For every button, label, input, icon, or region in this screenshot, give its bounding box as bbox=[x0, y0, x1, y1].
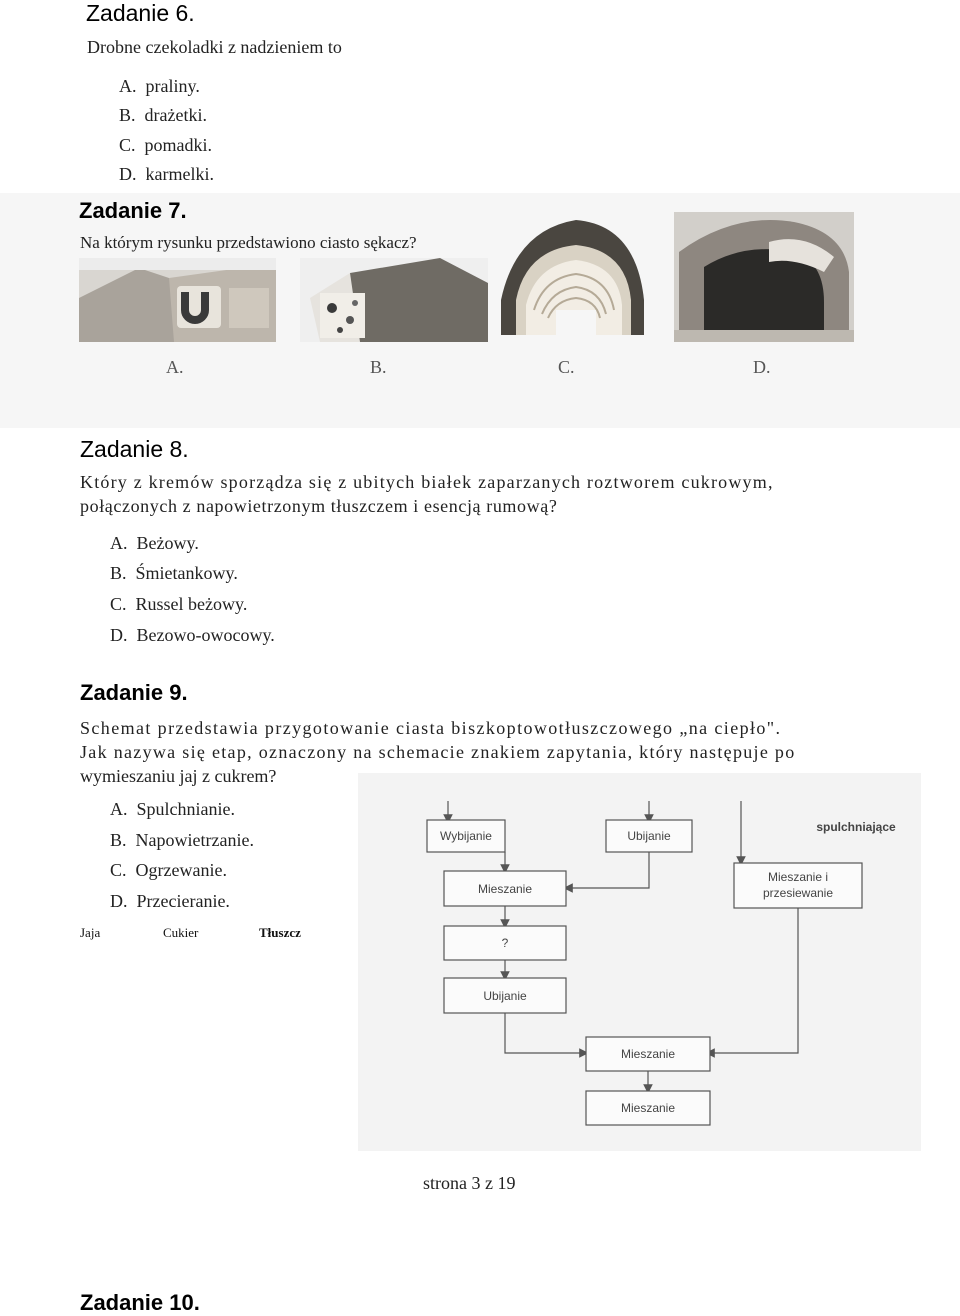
task6-option-d bbox=[119, 164, 214, 185]
task8-option-d bbox=[110, 625, 275, 646]
option-letter: D. bbox=[110, 891, 128, 911]
option-letter: A. bbox=[119, 76, 137, 96]
option-text: praliny. bbox=[145, 76, 200, 96]
option-letter: C. bbox=[110, 860, 127, 880]
option-letter: D. bbox=[110, 625, 128, 645]
task9-question-line2: Jak nazywa się etap, oznaczony na schemacie znakiem zapytania, który następuje po bbox=[80, 742, 796, 762]
option-letter: A. bbox=[110, 799, 128, 819]
photo-label-c: C. bbox=[558, 357, 575, 377]
cake-c-image bbox=[496, 210, 649, 335]
option-text: Ogrzewanie. bbox=[135, 860, 227, 880]
ingredient-tluszcz: Tłuszcz bbox=[259, 925, 301, 940]
task9-option-a bbox=[110, 799, 235, 820]
option-text: Śmietankowy. bbox=[135, 563, 238, 583]
label-mieszanie-przesiewanie-1: Mieszanie i bbox=[767, 870, 829, 884]
cake-d-image bbox=[674, 212, 854, 342]
ingredient-cukier: Cukier bbox=[163, 925, 199, 940]
option-text: Przecieranie. bbox=[136, 891, 230, 911]
cake-a-image bbox=[79, 258, 276, 342]
option-text: Spulchnianie. bbox=[136, 799, 235, 819]
photo-label-a: A. bbox=[166, 357, 184, 377]
label-mieszanie-3: Mieszanie bbox=[620, 1101, 676, 1115]
label-ubijanie-top: Ubijanie bbox=[627, 829, 671, 843]
option-letter: D. bbox=[119, 164, 137, 184]
option-text: Napowietrzanie. bbox=[135, 830, 254, 850]
page-number: strona 3 z 19 bbox=[423, 1173, 516, 1193]
task6-option-b bbox=[119, 105, 207, 126]
option-text: Beżowy. bbox=[136, 533, 199, 553]
cake-photo-b[interactable] bbox=[300, 258, 488, 342]
option-text: Russel beżowy. bbox=[135, 594, 248, 614]
task9-title: Zadanie 9. bbox=[80, 680, 188, 705]
task6-option-c bbox=[119, 135, 212, 156]
task8-title: Zadanie 8. bbox=[80, 436, 189, 462]
cake-photo-a[interactable] bbox=[79, 258, 276, 342]
label-mieszanie-1: Mieszanie bbox=[477, 882, 533, 896]
task8-question-line1: Który z kremów sporządza się z ubitych białek zaparzanych roztworem cukrowym, bbox=[80, 472, 774, 492]
task8-question-line2: połączonych z napowietrzonym tłuszczem i esencją rumową? bbox=[80, 496, 558, 516]
label-question-mark: ? bbox=[501, 936, 509, 950]
option-letter: C. bbox=[119, 135, 136, 155]
task6-option-a bbox=[119, 76, 200, 97]
label-ubijanie-mid: Ubijanie bbox=[483, 989, 527, 1003]
task8-option-c bbox=[110, 594, 247, 615]
label-mieszanie-2: Mieszanie bbox=[620, 1047, 676, 1061]
option-letter: A. bbox=[110, 533, 128, 553]
task7-question: Na którym rysunku przedstawiono ciasto sękacz? bbox=[80, 233, 417, 252]
task9-option-d bbox=[110, 891, 230, 912]
option-letter: B. bbox=[110, 830, 127, 850]
task9-question-line1: Schemat przedstawia przygotowanie ciasta biszkoptowotłuszczowego „na ciepło". bbox=[80, 718, 782, 738]
task6-title: Zadanie 6. bbox=[86, 0, 195, 26]
cake-photo-c[interactable] bbox=[496, 210, 649, 335]
process-scheme bbox=[358, 773, 921, 1151]
option-text: drażetki. bbox=[144, 105, 207, 125]
option-letter: B. bbox=[110, 563, 127, 583]
cake-photo-d[interactable] bbox=[674, 212, 854, 342]
task6-question: Drobne czekoladki z nadzieniem to bbox=[87, 37, 342, 57]
task8-option-b bbox=[110, 563, 238, 584]
option-text: pomadki. bbox=[144, 135, 213, 155]
task7-title: Zadanie 7. bbox=[79, 198, 187, 223]
option-letter: B. bbox=[119, 105, 136, 125]
label-spulchniajace: spulchniające bbox=[816, 820, 896, 834]
label-mieszanie-przesiewanie-2: przesiewanie bbox=[762, 886, 834, 900]
cake-b-image bbox=[300, 258, 488, 342]
photo-label-d: D. bbox=[753, 357, 771, 377]
option-text: Bezowo-owocowy. bbox=[136, 625, 275, 645]
task9-option-c bbox=[110, 860, 227, 881]
scheme-diagram bbox=[358, 773, 921, 1151]
option-letter: C. bbox=[110, 594, 127, 614]
task8-option-a bbox=[110, 533, 199, 554]
task9-option-b bbox=[110, 830, 254, 851]
label-wybijanie: Wybijanie bbox=[440, 829, 492, 843]
photo-label-b: B. bbox=[370, 357, 387, 377]
task10-title: Zadanie 10. bbox=[80, 1290, 200, 1315]
ingredient-jaja: Jaja bbox=[80, 925, 101, 940]
option-text: karmelki. bbox=[145, 164, 214, 184]
task9-question-line3: wymieszaniu jaj z cukrem? bbox=[80, 766, 277, 786]
